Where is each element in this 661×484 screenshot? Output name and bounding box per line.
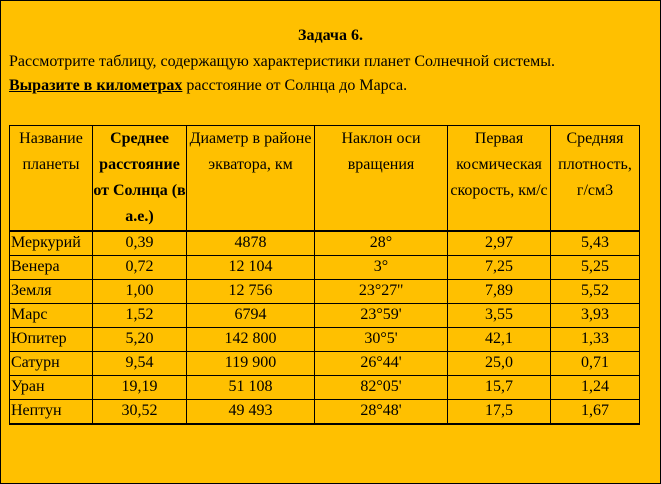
cell-distance: 1,52 bbox=[93, 304, 187, 328]
table-row bbox=[10, 256, 640, 280]
cell-velocity: 15,7 bbox=[448, 376, 551, 400]
cell-diameter: 4878 bbox=[187, 231, 315, 256]
cell-diameter: 119 900 bbox=[187, 352, 315, 376]
cell-diameter: 12 756 bbox=[187, 280, 315, 304]
cell-density: 1,33 bbox=[551, 328, 640, 352]
cell-tilt: 3° bbox=[315, 256, 448, 280]
task-emphasis: Выразите в километрах bbox=[9, 77, 183, 94]
cell-planet: Нептун bbox=[10, 400, 93, 425]
cell-velocity: 25,0 bbox=[448, 352, 551, 376]
cell-density: 3,93 bbox=[551, 304, 640, 328]
table-row bbox=[10, 352, 640, 376]
cell-velocity: 7,25 bbox=[448, 256, 551, 280]
cell-tilt: 28°48' bbox=[315, 400, 448, 425]
cell-planet: Уран bbox=[10, 376, 93, 400]
cell-diameter: 142 800 bbox=[187, 328, 315, 352]
cell-density: 5,25 bbox=[551, 256, 640, 280]
table-row bbox=[10, 328, 640, 352]
cell-tilt: 28° bbox=[315, 231, 448, 256]
task-title: Задача 6. bbox=[298, 27, 363, 44]
task-instruction: Рассмотрите таблицу, содержащую характеристики планет Солнечной системы. bbox=[9, 53, 555, 70]
cell-tilt: 23°59' bbox=[315, 304, 448, 328]
cell-density: 0,71 bbox=[551, 352, 640, 376]
table-row bbox=[10, 280, 640, 304]
cell-diameter: 12 104 bbox=[187, 256, 315, 280]
cell-density: 1,67 bbox=[551, 400, 640, 425]
cell-distance: 19,19 bbox=[93, 376, 187, 400]
cell-velocity: 7,89 bbox=[448, 280, 551, 304]
cell-diameter: 49 493 bbox=[187, 400, 315, 425]
cell-tilt: 26°44' bbox=[315, 352, 448, 376]
table-row bbox=[10, 400, 640, 425]
cell-planet: Юпитер bbox=[10, 328, 93, 352]
task-question bbox=[9, 76, 659, 96]
cell-density: 1,24 bbox=[551, 376, 640, 400]
task-question-rest: расстояние от Солнца до Марса. bbox=[182, 77, 408, 94]
cell-distance: 9,54 bbox=[93, 352, 187, 376]
table-header-row bbox=[10, 126, 640, 232]
table-row bbox=[10, 376, 640, 400]
header-escape-velocity: Первая космическая скорость, км/с bbox=[448, 126, 551, 232]
cell-velocity: 3,55 bbox=[448, 304, 551, 328]
cell-planet: Сатурн bbox=[10, 352, 93, 376]
cell-velocity: 17,5 bbox=[448, 400, 551, 425]
cell-distance: 0,39 bbox=[93, 231, 187, 256]
cell-distance: 5,20 bbox=[93, 328, 187, 352]
cell-distance: 1,00 bbox=[93, 280, 187, 304]
planets-table bbox=[9, 125, 640, 425]
header-planet-name: Название планеты bbox=[10, 126, 93, 232]
table-row bbox=[10, 304, 640, 328]
cell-density: 5,52 bbox=[551, 280, 640, 304]
cell-tilt: 30°5' bbox=[315, 328, 448, 352]
cell-density: 5,43 bbox=[551, 231, 640, 256]
cell-tilt: 23°27'' bbox=[315, 280, 448, 304]
cell-tilt: 82°05' bbox=[315, 376, 448, 400]
cell-planet: Марс bbox=[10, 304, 93, 328]
header-distance: Среднее расстояние от Солнца (в а.е.) bbox=[93, 126, 187, 232]
cell-diameter: 51 108 bbox=[187, 376, 315, 400]
cell-planet: Венера bbox=[10, 256, 93, 280]
cell-diameter: 6794 bbox=[187, 304, 315, 328]
header-axis-tilt: Наклон оси вращения bbox=[315, 126, 448, 232]
header-diameter: Диаметр в районе экватора, км bbox=[187, 126, 315, 232]
cell-distance: 30,52 bbox=[93, 400, 187, 425]
cell-velocity: 2,97 bbox=[448, 231, 551, 256]
cell-planet: Меркурий bbox=[10, 231, 93, 256]
cell-distance: 0,72 bbox=[93, 256, 187, 280]
cell-velocity: 42,1 bbox=[448, 328, 551, 352]
cell-planet: Земля bbox=[10, 280, 93, 304]
header-density: Средняя плотность, г/см3 bbox=[551, 126, 640, 232]
table-row bbox=[10, 231, 640, 256]
